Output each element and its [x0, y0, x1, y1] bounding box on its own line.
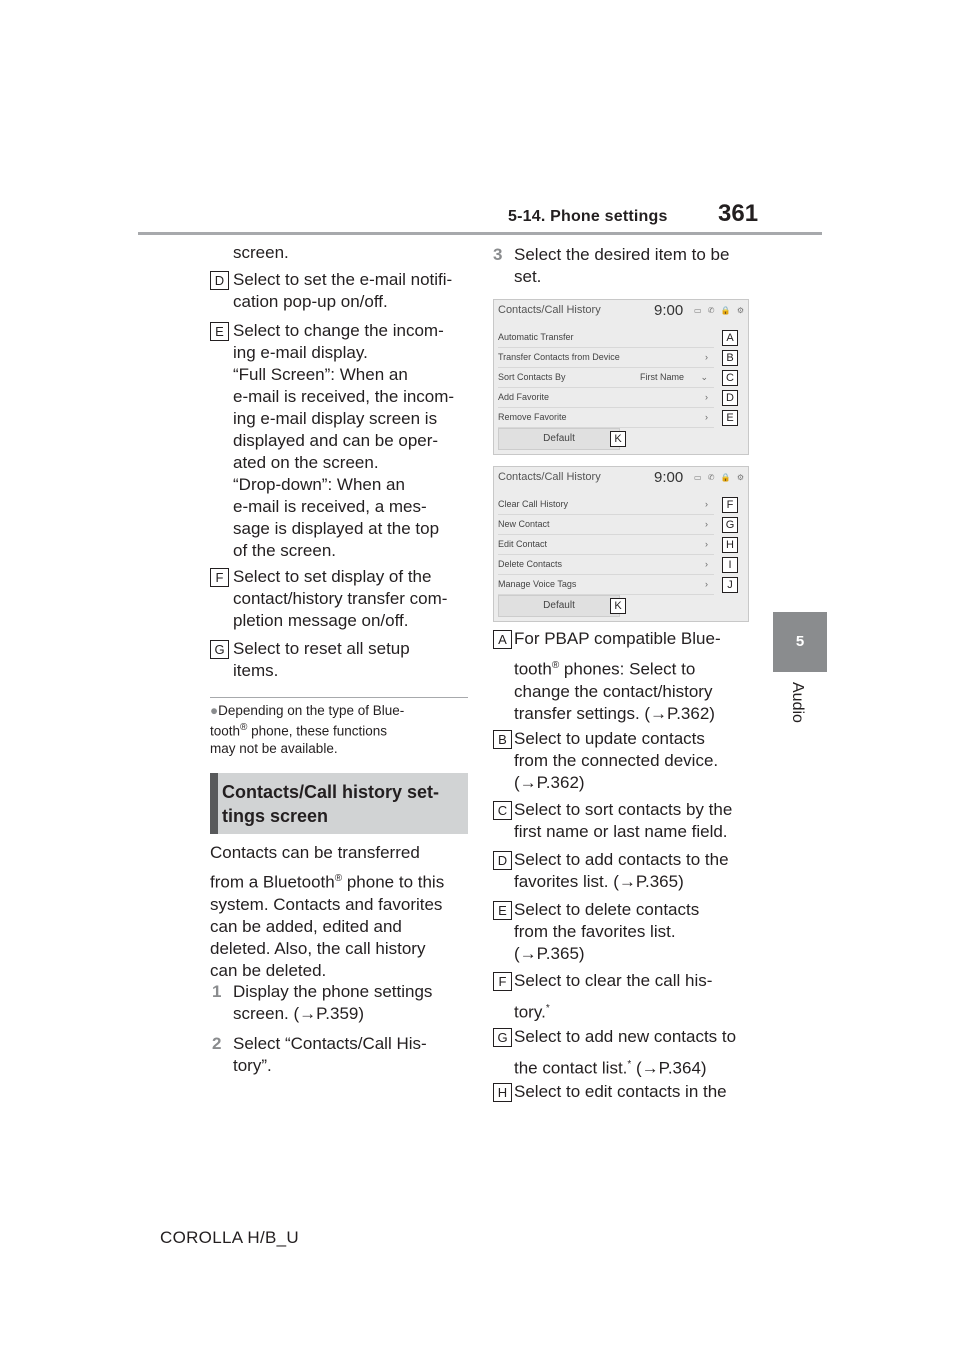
row-manage-voice-tags[interactable]: Manage Voice Tags ›: [498, 575, 714, 595]
default-button[interactable]: Default: [498, 428, 620, 450]
step-2-text: Select “Contacts/Call His- tory”.: [233, 1034, 427, 1075]
row-edit-contact[interactable]: Edit Contact ›: [498, 535, 714, 555]
step-1-text: Display the phone settings screen. (→P.359): [233, 982, 433, 1023]
callout-c: C: [722, 370, 738, 386]
item-c-text: Select to sort contacts by the first name or last name field.: [514, 800, 733, 841]
item-e-right-text: Select to delete contacts from the favorites list. (→P.365): [514, 900, 700, 963]
callout-h: H: [722, 537, 738, 553]
step-2-number: 2: [212, 1034, 222, 1053]
row-new-contact[interactable]: New Contact ›: [498, 515, 714, 535]
section-heading: Contacts/Call history set- tings screen: [222, 782, 440, 826]
intro-text: screen.: [233, 243, 289, 262]
badge-d: D: [210, 271, 229, 290]
screen-title: Contacts/Call History: [498, 304, 601, 316]
badge-f: F: [210, 568, 229, 587]
step-3-number: 3: [493, 245, 503, 264]
callout-g: G: [722, 517, 738, 533]
item-d-text: Select to set the e-mail notifi- cation pop-up on/off.: [233, 270, 453, 311]
row-clear-call-history[interactable]: Clear Call History ›: [498, 495, 714, 515]
chevron-down-icon: ⌄: [700, 372, 708, 382]
callout-b: B: [722, 350, 738, 366]
item-f-text: Select to set display of the contact/history transfer com- pletion message on/off.: [233, 567, 448, 630]
item-d-right-text: Select to add contacts to the favorites list. (→P.365): [514, 850, 729, 891]
chevron-right-icon: ›: [705, 539, 708, 549]
badge-e-right: E: [493, 901, 512, 920]
callout-k: K: [610, 598, 626, 614]
note-rule: [210, 697, 468, 698]
page-number: 361: [718, 200, 759, 227]
status-icons: ▭ ✆ 🔒 ⚙: [694, 306, 747, 315]
badge-b: B: [493, 730, 512, 749]
row-sort-contacts[interactable]: Sort Contacts By First Name ⌄: [498, 368, 714, 388]
badge-g-right: G: [493, 1028, 512, 1047]
row-remove-favorite[interactable]: Remove Favorite ›: [498, 408, 714, 428]
chevron-right-icon: ›: [705, 499, 708, 509]
badge-f-right: F: [493, 972, 512, 991]
row-delete-contacts[interactable]: Delete Contacts ›: [498, 555, 714, 575]
step-1-number: 1: [212, 982, 222, 1001]
callout-f: F: [722, 497, 738, 513]
chevron-right-icon: ›: [705, 412, 708, 422]
header-rule: [138, 232, 822, 235]
item-e-text: Select to change the incom- ing e-mail display. “Full Screen”: When an e-mail is received, the incom- ing e-mail display screen is displayed and can be oper- ated on the screen. “Drop-down”: When an e-mail is received, a mes- sage is displayed at the top of the screen.: [233, 321, 455, 560]
callout-a: A: [722, 330, 738, 346]
badge-d-right: D: [493, 851, 512, 870]
item-g-right-text: Select to add new contacts to the contact list.* (→P.364): [514, 1027, 737, 1078]
row-automatic-transfer[interactable]: Automatic Transfer: [498, 328, 714, 348]
status-icons: ▭ ✆ 🔒 ⚙: [694, 473, 747, 482]
callout-k: K: [610, 431, 626, 447]
chevron-right-icon: ›: [705, 579, 708, 589]
chapter-label: Audio: [789, 682, 806, 723]
badge-h-right: H: [493, 1083, 512, 1102]
section-title: 5-14. Phone settings: [508, 208, 668, 225]
item-a-text: For PBAP compatible Blue- tooth® phones: Select to change the contact/history transfer settings. (→P.362): [514, 629, 721, 723]
callout-i: I: [722, 557, 738, 573]
badge-g: G: [210, 640, 229, 659]
bullet-icon: ●: [210, 703, 219, 718]
screen-title: Contacts/Call History: [498, 471, 601, 483]
chevron-right-icon: ›: [705, 352, 708, 362]
screen-clock: 9:00: [654, 302, 684, 319]
screen-clock: 9:00: [654, 469, 684, 486]
section-heading-bar: [210, 773, 218, 834]
item-g-text: Select to reset all setup items.: [233, 639, 410, 680]
item-f-right-text: Select to clear the call his- tory.*: [514, 971, 713, 1022]
callout-e: E: [722, 410, 738, 426]
chevron-right-icon: ›: [705, 519, 708, 529]
callout-j: J: [722, 577, 738, 593]
callout-d: D: [722, 390, 738, 406]
badge-a: A: [493, 630, 512, 649]
row-add-favorite[interactable]: Add Favorite ›: [498, 388, 714, 408]
section-paragraph: Contacts can be transferred from a Bluetooth® phone to this system. Contacts and favorites can be added, edited and deleted. Also, the call history can be deleted.: [210, 843, 445, 980]
item-h-right-text: Select to edit contacts in the: [514, 1082, 727, 1101]
default-button[interactable]: Default: [498, 595, 620, 617]
chapter-tab: 5: [773, 612, 827, 672]
chevron-right-icon: ›: [705, 392, 708, 402]
footer-model: COROLLA H/B_U: [160, 1228, 300, 1247]
badge-e: E: [210, 322, 229, 341]
note: ●Depending on the type of Blue- tooth® phone, these functions may not be available.: [210, 703, 405, 756]
screen-contacts-settings-2: [493, 466, 749, 622]
row-transfer-contacts[interactable]: Transfer Contacts from Device ›: [498, 348, 714, 368]
item-b-text: Select to update contacts from the connected device. (→P.362): [514, 729, 719, 792]
step-3-text: Select the desired item to be set.: [514, 245, 730, 286]
chevron-right-icon: ›: [705, 559, 708, 569]
badge-c: C: [493, 801, 512, 820]
screen-contacts-settings-1: [493, 299, 749, 455]
